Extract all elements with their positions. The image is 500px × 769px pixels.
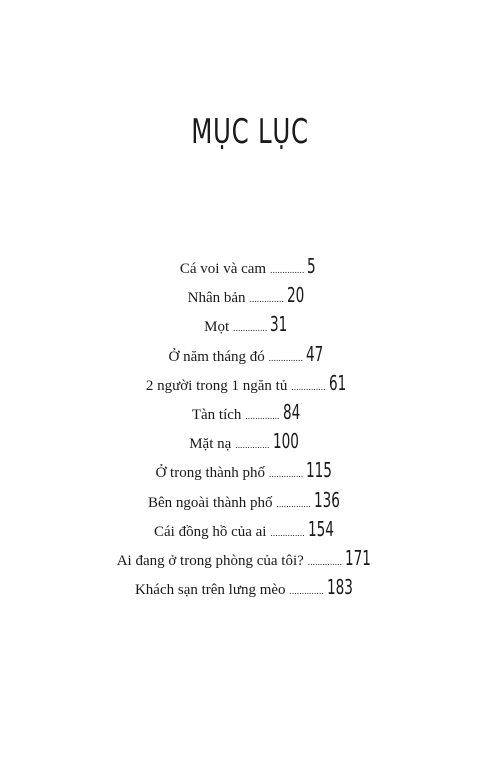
toc-page-number: 154 [307, 516, 334, 541]
toc-entry-title: Ai đang ở trong phòng của tôi? [116, 552, 304, 569]
toc-page-number: 5 [307, 254, 317, 278]
toc-leader-dots: .............. [268, 352, 304, 363]
toc-entry [0, 310, 500, 339]
toc-entry-title: Mặt nạ [189, 436, 232, 453]
toc-entry-title: Tàn tích [191, 406, 242, 423]
toc-leader-dots: .............. [289, 586, 324, 597]
toc-leader-dots: .............. [269, 469, 304, 480]
toc-entry [0, 398, 500, 427]
toc-page-number: 115 [306, 458, 333, 483]
toc-leader-dots: .............. [270, 527, 305, 538]
toc-leader-dots: .............. [245, 410, 280, 421]
toc-entry-title: Ở năm tháng đó [168, 348, 265, 365]
toc-page-number: 61 [328, 370, 346, 395]
toc-list [0, 252, 500, 602]
toc-entry [0, 427, 500, 456]
toc-leader-dots: .............. [270, 265, 305, 275]
toc-title: MỤC LỤC [191, 112, 309, 152]
toc-entry [0, 369, 500, 398]
toc-entry-title: Bên ngoài thành phố [147, 494, 273, 511]
toc-entry [0, 340, 500, 369]
toc-page-number: 31 [270, 312, 288, 337]
toc-entry-title: Khách sạn trên lưng mèo [134, 582, 286, 599]
toc-entry [0, 252, 500, 281]
toc-leader-dots: .............. [235, 440, 270, 451]
toc-page-number: 136 [313, 487, 340, 512]
toc-page-number: 47 [306, 341, 324, 366]
toc-leader-dots: .............. [307, 556, 343, 567]
toc-entry-title: Cái đồng hồ của ai [154, 523, 267, 540]
toc-entry [0, 486, 500, 515]
toc-entry-title: Mọt [204, 319, 230, 336]
toc-entry [0, 456, 500, 485]
toc-page-number: 84 [282, 399, 301, 424]
toc-page-number: 20 [286, 283, 305, 308]
toc-entry [0, 573, 500, 602]
toc-page-number: 171 [345, 545, 372, 570]
toc-page-number: 100 [272, 429, 299, 454]
toc-entry [0, 544, 500, 573]
toc-leader-dots: .............. [233, 323, 268, 334]
toc-leader-dots: .............. [276, 498, 311, 509]
toc-entry [0, 281, 500, 310]
toc-leader-dots: .............. [291, 381, 326, 392]
toc-entry-title: Nhân bản [187, 290, 246, 307]
toc-page-number: 183 [326, 575, 353, 600]
toc-leader-dots: .............. [249, 294, 284, 305]
toc-entry-title: Ở trong thành phố [155, 465, 266, 482]
toc-entry-title: 2 người trong 1 ngăn tủ [145, 377, 288, 394]
toc-entry [0, 515, 500, 544]
toc-entry-title: Cá voi và cam [179, 261, 267, 277]
